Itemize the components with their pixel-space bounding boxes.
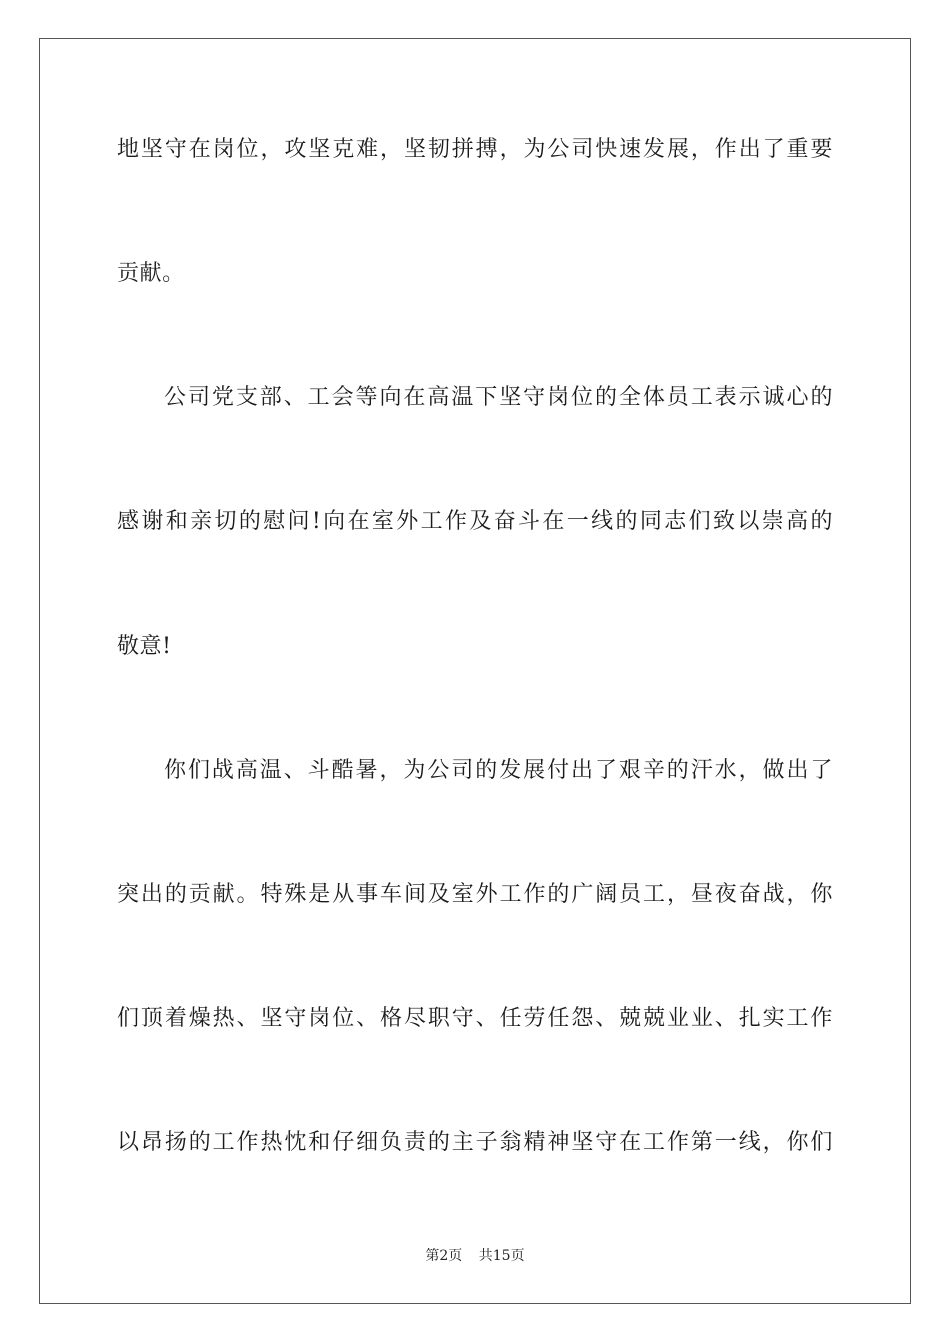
page-border [39, 38, 911, 1304]
total-pages: 共15页 [478, 1248, 525, 1264]
page-footer [0, 1246, 950, 1266]
body-text-line: 以昂扬的工作热忱和仔细负责的主子翁精神坚守在工作第一线，你们 [117, 1130, 833, 1155]
body-text-line: 感谢和亲切的慰问!向在室外工作及奋斗在一线的同志们致以崇高的 [117, 509, 833, 534]
paragraph-start-line: 你们战高温、斗酷暑，为公司的发展付出了艰辛的汗水，做出了 [164, 758, 833, 783]
paragraph-start-line: 公司党支部、工会等向在高温下坚守岗位的全体员工表示诚心的 [164, 385, 833, 410]
body-text-line: 敬意! [117, 634, 172, 659]
body-text-line: 们顶着燥热、坚守岗位、格尽职守、任劳任怨、兢兢业业、扎实工作 [117, 1006, 833, 1031]
body-text-line: 突出的贡献。特殊是从事车间及室外工作的广阔员工，昼夜奋战，你 [117, 882, 833, 907]
body-text-line: 地坚守在岗位，攻坚克难，坚韧拼搏，为公司快速发展，作出了重要 [117, 137, 833, 162]
page-number: 第2页 [425, 1248, 463, 1264]
body-text-line: 贡献。 [117, 261, 185, 286]
